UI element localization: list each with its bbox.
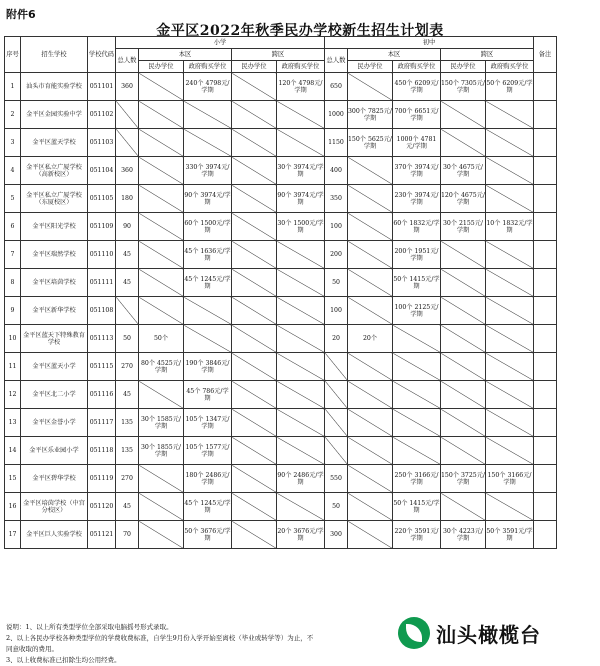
cell-middle-cross-private: 30个 4675元/学期 [441, 157, 486, 185]
header-middle-local: 本区 [348, 49, 441, 61]
cell-school: 金平区蓝天下特殊教育学校 [21, 325, 88, 353]
cell-primary-local-private [139, 213, 184, 241]
cell-remark [534, 409, 557, 437]
cell-middle-cross-gov [486, 241, 534, 269]
cell-primary-local-gov: 45个 1636元/学期 [184, 241, 232, 269]
cell-middle-local-private [348, 213, 393, 241]
cell-primary-total: 360 [116, 157, 139, 185]
cell-primary-cross-private [232, 185, 277, 213]
note-line: 同意收取的费用。 [6, 645, 58, 653]
cell-primary-cross-private [232, 157, 277, 185]
cell-middle-local-gov: 1000个 4781元/学期 [393, 129, 441, 157]
cell-primary-total: 70 [116, 521, 139, 549]
table-row [5, 353, 557, 381]
cell-seq: 2 [5, 101, 21, 129]
cell-code: 051116 [88, 381, 116, 409]
cell-school: 金平区培茵学校（中宫分校区） [21, 493, 88, 521]
cell-middle-total: 50 [325, 493, 348, 521]
cell-remark [534, 437, 557, 465]
cell-middle-local-gov: 100个 2125元/学期 [393, 297, 441, 325]
cell-middle-local-gov: 700个 6651元/学期 [393, 101, 441, 129]
table-body [5, 73, 557, 549]
table-row [5, 185, 557, 213]
cell-middle-cross-gov [486, 185, 534, 213]
cell-primary-local-private [139, 521, 184, 549]
cell-primary-local-private: 80个 4525元/学期 [139, 353, 184, 381]
cell-middle-local-gov [393, 325, 441, 353]
cell-code: 051117 [88, 409, 116, 437]
cell-code: 051113 [88, 325, 116, 353]
cell-primary-cross-private [232, 297, 277, 325]
cell-school: 金平区金誉小学 [21, 409, 88, 437]
table-row [5, 157, 557, 185]
cell-school: 金平区乐业园小学 [21, 437, 88, 465]
table-row [5, 213, 557, 241]
cell-middle-cross-gov [486, 437, 534, 465]
cell-middle-local-private: 150个 5625元/学期 [348, 129, 393, 157]
cell-school: 金平区新华学校 [21, 297, 88, 325]
cell-middle-cross-gov [486, 381, 534, 409]
cell-remark [534, 493, 557, 521]
table-row [5, 269, 557, 297]
cell-primary-local-gov: 60个 1500元/学期 [184, 213, 232, 241]
cell-remark [534, 73, 557, 101]
header-gov-seat: 政府购买学位 [486, 61, 534, 73]
cell-middle-local-gov: 220个 3591元/学期 [393, 521, 441, 549]
cell-middle-cross-private [441, 297, 486, 325]
cell-remark [534, 465, 557, 493]
cell-remark [534, 381, 557, 409]
cell-middle-cross-gov [486, 297, 534, 325]
cell-middle-total: 650 [325, 73, 348, 101]
cell-middle-local-private [348, 437, 393, 465]
table-row [5, 241, 557, 269]
cell-primary-local-gov: 330个 3974元/学期 [184, 157, 232, 185]
cell-primary-total: 45 [116, 241, 139, 269]
cell-primary-local-private [139, 381, 184, 409]
cell-primary-total [116, 297, 139, 325]
cell-primary-local-gov [184, 297, 232, 325]
table-row [5, 101, 557, 129]
cell-primary-cross-gov [277, 353, 325, 381]
cell-middle-total: 300 [325, 521, 348, 549]
note-line: 2、以上各民办学校各种类型学位的学费收费标准，自学生9月份入学开始至离校（毕业或转学等）为止，不 [6, 634, 314, 642]
table-row [5, 129, 557, 157]
cell-remark [534, 213, 557, 241]
cell-middle-cross-private: 150个 3725元/学期 [441, 465, 486, 493]
cell-school: 汕头市育能实验学校 [21, 73, 88, 101]
cell-middle-local-private [348, 409, 393, 437]
cell-primary-local-gov: 180个 2486元/学期 [184, 465, 232, 493]
cell-middle-cross-gov [486, 493, 534, 521]
cell-middle-cross-gov: 10个 1832元/学期 [486, 213, 534, 241]
cell-middle-local-private [348, 73, 393, 101]
cell-primary-local-gov [184, 325, 232, 353]
cell-school: 金平区阳光学校 [21, 213, 88, 241]
cell-code: 051121 [88, 521, 116, 549]
cell-middle-total: 1000 [325, 101, 348, 129]
cell-primary-local-gov: 190个 3846元/学期 [184, 353, 232, 381]
header-primary: 小学 [116, 37, 325, 49]
cell-seq: 5 [5, 185, 21, 213]
cell-primary-cross-private [232, 269, 277, 297]
cell-primary-cross-private [232, 241, 277, 269]
header-school: 招生学校 [21, 37, 88, 73]
cell-primary-local-private: 50个 [139, 325, 184, 353]
cell-remark [534, 521, 557, 549]
cell-primary-cross-gov [277, 437, 325, 465]
cell-middle-total: 50 [325, 269, 348, 297]
cell-school: 金平区私立广厦学校（高新校区） [21, 157, 88, 185]
cell-primary-total: 50 [116, 325, 139, 353]
cell-primary-local-private [139, 297, 184, 325]
cell-middle-cross-private [441, 269, 486, 297]
cell-code: 051105 [88, 185, 116, 213]
cell-middle-local-gov: 370个 3974元/学期 [393, 157, 441, 185]
cell-seq: 10 [5, 325, 21, 353]
cell-primary-total: 45 [116, 269, 139, 297]
cell-primary-total: 45 [116, 493, 139, 521]
cell-code: 051118 [88, 437, 116, 465]
cell-primary-total: 45 [116, 381, 139, 409]
cell-primary-cross-private [232, 493, 277, 521]
cell-middle-cross-private: 120个 4675元/学期 [441, 185, 486, 213]
cell-primary-cross-gov [277, 269, 325, 297]
cell-primary-cross-private [232, 101, 277, 129]
cell-middle-cross-gov [486, 157, 534, 185]
table-row [5, 437, 557, 465]
cell-remark [534, 353, 557, 381]
note-line: 3、以上收费标准已扣除生均公用经费。 [6, 656, 121, 664]
header-middle-total: 总人数 [325, 49, 348, 73]
header-private-seat: 民办学位 [139, 61, 184, 73]
cell-middle-cross-private [441, 493, 486, 521]
cell-primary-local-private [139, 185, 184, 213]
cell-middle-total [325, 409, 348, 437]
cell-primary-cross-gov [277, 493, 325, 521]
cell-primary-local-gov: 90个 3974元/学期 [184, 185, 232, 213]
cell-primary-cross-gov: 90个 3974元/学期 [277, 185, 325, 213]
cell-code: 051104 [88, 157, 116, 185]
cell-middle-total [325, 437, 348, 465]
cell-seq: 3 [5, 129, 21, 157]
cell-middle-local-private [348, 157, 393, 185]
cell-school: 金平区私立广厦学校（东厦校区） [21, 185, 88, 213]
table-row [5, 409, 557, 437]
cell-primary-cross-gov [277, 129, 325, 157]
cell-seq: 15 [5, 465, 21, 493]
cell-primary-local-gov [184, 129, 232, 157]
cell-primary-local-private [139, 129, 184, 157]
cell-middle-local-gov: 450个 6209元/学期 [393, 73, 441, 101]
cell-seq: 13 [5, 409, 21, 437]
cell-primary-cross-gov: 30个 3974元/学期 [277, 157, 325, 185]
cell-code: 051111 [88, 269, 116, 297]
header-gov-seat: 政府购买学位 [393, 61, 441, 73]
cell-primary-cross-private [232, 129, 277, 157]
cell-middle-local-gov: 250个 3166元/学期 [393, 465, 441, 493]
cell-primary-local-gov: 105个 1577元/学期 [184, 437, 232, 465]
cell-primary-cross-private [232, 465, 277, 493]
cell-middle-local-private [348, 269, 393, 297]
cell-seq: 14 [5, 437, 21, 465]
cell-primary-local-gov: 45个 1245元/学期 [184, 493, 232, 521]
header-middle: 初中 [325, 37, 534, 49]
cell-seq: 4 [5, 157, 21, 185]
cell-middle-total: 400 [325, 157, 348, 185]
notes [6, 622, 436, 666]
cell-middle-local-gov: 50个 1415元/学期 [393, 269, 441, 297]
cell-primary-total [116, 101, 139, 129]
leaf-logo-icon [398, 617, 430, 649]
cell-school: 金平区碧华学校 [21, 465, 88, 493]
cell-code: 051108 [88, 297, 116, 325]
cell-primary-cross-gov [277, 409, 325, 437]
cell-primary-total: 270 [116, 465, 139, 493]
cell-code: 051103 [88, 129, 116, 157]
cell-remark [534, 129, 557, 157]
cell-primary-local-private [139, 493, 184, 521]
cell-primary-cross-private [232, 437, 277, 465]
cell-middle-cross-private [441, 101, 486, 129]
cell-seq: 8 [5, 269, 21, 297]
cell-middle-cross-private [441, 325, 486, 353]
cell-remark [534, 185, 557, 213]
cell-school: 金平区金园实验中学 [21, 101, 88, 129]
cell-seq: 9 [5, 297, 21, 325]
cell-primary-cross-private [232, 353, 277, 381]
page-title: 金平区2022年秋季民办学校新生招生计划表 [156, 23, 444, 39]
cell-primary-cross-gov [277, 381, 325, 409]
cell-primary-cross-private [232, 381, 277, 409]
cell-middle-cross-private: 30个 2155元/学期 [441, 213, 486, 241]
table-row [5, 381, 557, 409]
cell-primary-cross-gov [277, 325, 325, 353]
cell-middle-cross-gov [486, 129, 534, 157]
table-row [5, 73, 557, 101]
cell-middle-local-gov [393, 437, 441, 465]
cell-middle-cross-private [441, 353, 486, 381]
cell-primary-local-private [139, 465, 184, 493]
cell-middle-local-gov [393, 353, 441, 381]
cell-middle-local-gov [393, 381, 441, 409]
note-line: 说明：1、以上所有类型学位全部采取电脑摇号形式录取。 [6, 623, 173, 631]
cell-middle-total: 20 [325, 325, 348, 353]
header-private-seat: 民办学位 [441, 61, 486, 73]
watermark [398, 617, 541, 649]
cell-primary-total [116, 129, 139, 157]
cell-primary-local-private: 30个 1855元/学期 [139, 437, 184, 465]
cell-middle-local-private: 20个 [348, 325, 393, 353]
cell-middle-local-private: 300个 7825元/学期 [348, 101, 393, 129]
header-seq: 序号 [5, 37, 21, 73]
cell-remark [534, 297, 557, 325]
cell-middle-total: 350 [325, 185, 348, 213]
cell-primary-local-private [139, 157, 184, 185]
cell-school: 金平区巨人实验学校 [21, 521, 88, 549]
cell-primary-local-private: 30个 1585元/学期 [139, 409, 184, 437]
cell-middle-cross-private [441, 129, 486, 157]
cell-middle-local-gov [393, 409, 441, 437]
cell-middle-local-private [348, 353, 393, 381]
cell-middle-cross-gov: 50个 3591元/学期 [486, 521, 534, 549]
cell-primary-local-private [139, 101, 184, 129]
cell-middle-local-gov: 60个 1832元/学期 [393, 213, 441, 241]
cell-middle-cross-private [441, 409, 486, 437]
cell-primary-cross-gov: 30个 1500元/学期 [277, 213, 325, 241]
cell-primary-local-gov: 45个 786元/学期 [184, 381, 232, 409]
header-primary-total: 总人数 [116, 49, 139, 73]
cell-primary-local-gov: 240个 4798元/学期 [184, 73, 232, 101]
header-primary-cross: 跨区 [232, 49, 325, 61]
cell-middle-cross-gov: 50个 6209元/学期 [486, 73, 534, 101]
cell-primary-cross-private [232, 213, 277, 241]
cell-middle-cross-private [441, 381, 486, 409]
cell-seq: 17 [5, 521, 21, 549]
cell-school: 金平区北二小学 [21, 381, 88, 409]
cell-primary-total: 135 [116, 409, 139, 437]
cell-middle-local-private [348, 521, 393, 549]
cell-middle-cross-private: 150个 7305元/学期 [441, 73, 486, 101]
cell-middle-local-private [348, 493, 393, 521]
cell-code: 051115 [88, 353, 116, 381]
table-row [5, 325, 557, 353]
cell-middle-cross-gov [486, 101, 534, 129]
cell-middle-total: 100 [325, 213, 348, 241]
cell-primary-cross-gov: 120个 4798元/学期 [277, 73, 325, 101]
header-private-seat: 民办学位 [232, 61, 277, 73]
cell-code: 051110 [88, 241, 116, 269]
cell-school: 金平区蓝天学校 [21, 129, 88, 157]
cell-remark [534, 269, 557, 297]
header-primary-local: 本区 [139, 49, 232, 61]
cell-remark [534, 241, 557, 269]
cell-school: 金平区培茵学校 [21, 269, 88, 297]
cell-middle-total: 200 [325, 241, 348, 269]
cell-seq: 11 [5, 353, 21, 381]
cell-middle-cross-gov [486, 269, 534, 297]
header-gov-seat: 政府购买学位 [277, 61, 325, 73]
cell-middle-cross-private: 30个 4223元/学期 [441, 521, 486, 549]
cell-primary-local-private [139, 269, 184, 297]
table-row [5, 297, 557, 325]
cell-middle-local-private [348, 241, 393, 269]
watermark-text: 汕头橄榄台 [436, 622, 541, 647]
cell-code: 051109 [88, 213, 116, 241]
cell-primary-cross-gov: 90个 2486元/学期 [277, 465, 325, 493]
table-row [5, 493, 557, 521]
cell-code: 051119 [88, 465, 116, 493]
cell-middle-total [325, 381, 348, 409]
cell-middle-local-gov: 50个 1415元/学期 [393, 493, 441, 521]
header-remark: 备注 [534, 37, 557, 73]
cell-primary-total: 90 [116, 213, 139, 241]
cell-middle-total: 550 [325, 465, 348, 493]
cell-primary-total: 360 [116, 73, 139, 101]
table-row [5, 521, 557, 549]
cell-primary-cross-private [232, 73, 277, 101]
header-gov-seat: 政府购买学位 [184, 61, 232, 73]
cell-seq: 1 [5, 73, 21, 101]
cell-primary-local-private [139, 73, 184, 101]
cell-middle-total: 1150 [325, 129, 348, 157]
cell-primary-local-gov: 45个 1245元/学期 [184, 269, 232, 297]
cell-middle-cross-gov [486, 353, 534, 381]
cell-primary-cross-private [232, 325, 277, 353]
cell-primary-total: 270 [116, 353, 139, 381]
cell-primary-cross-gov [277, 101, 325, 129]
cell-code: 051120 [88, 493, 116, 521]
cell-remark [534, 101, 557, 129]
attachment-label: 附件6 [6, 8, 36, 21]
header-private-seat: 民办学位 [348, 61, 393, 73]
cell-middle-cross-private [441, 437, 486, 465]
cell-primary-local-gov: 50个 3676元/学期 [184, 521, 232, 549]
cell-primary-local-gov [184, 101, 232, 129]
cell-middle-local-private [348, 465, 393, 493]
cell-seq: 12 [5, 381, 21, 409]
cell-middle-local-private [348, 185, 393, 213]
cell-seq: 7 [5, 241, 21, 269]
cell-school: 金平区蓝天小学 [21, 353, 88, 381]
cell-middle-local-gov: 230个 3974元/学期 [393, 185, 441, 213]
cell-primary-local-private [139, 241, 184, 269]
header-code: 学校代码 [88, 37, 116, 73]
cell-middle-cross-private [441, 241, 486, 269]
cell-seq: 16 [5, 493, 21, 521]
cell-primary-cross-gov [277, 297, 325, 325]
cell-primary-local-gov: 105个 1347元/学期 [184, 409, 232, 437]
cell-primary-cross-private [232, 521, 277, 549]
cell-code: 051101 [88, 73, 116, 101]
cell-middle-cross-gov [486, 325, 534, 353]
cell-middle-total: 100 [325, 297, 348, 325]
table-row [5, 465, 557, 493]
cell-middle-cross-gov [486, 409, 534, 437]
cell-primary-cross-private [232, 409, 277, 437]
enrollment-plan-table [4, 36, 557, 549]
cell-primary-cross-gov: 20个 3676元/学期 [277, 521, 325, 549]
cell-remark [534, 157, 557, 185]
cell-code: 051102 [88, 101, 116, 129]
cell-primary-total: 135 [116, 437, 139, 465]
cell-primary-total: 180 [116, 185, 139, 213]
cell-school: 金平区瑞然学校 [21, 241, 88, 269]
cell-middle-total [325, 353, 348, 381]
cell-middle-local-gov: 200个 1951元/学期 [393, 241, 441, 269]
cell-seq: 6 [5, 213, 21, 241]
cell-middle-local-private [348, 297, 393, 325]
cell-middle-cross-gov: 150个 3166元/学期 [486, 465, 534, 493]
cell-middle-local-private [348, 381, 393, 409]
cell-primary-cross-gov [277, 241, 325, 269]
cell-remark [534, 325, 557, 353]
header-middle-cross: 跨区 [441, 49, 534, 61]
